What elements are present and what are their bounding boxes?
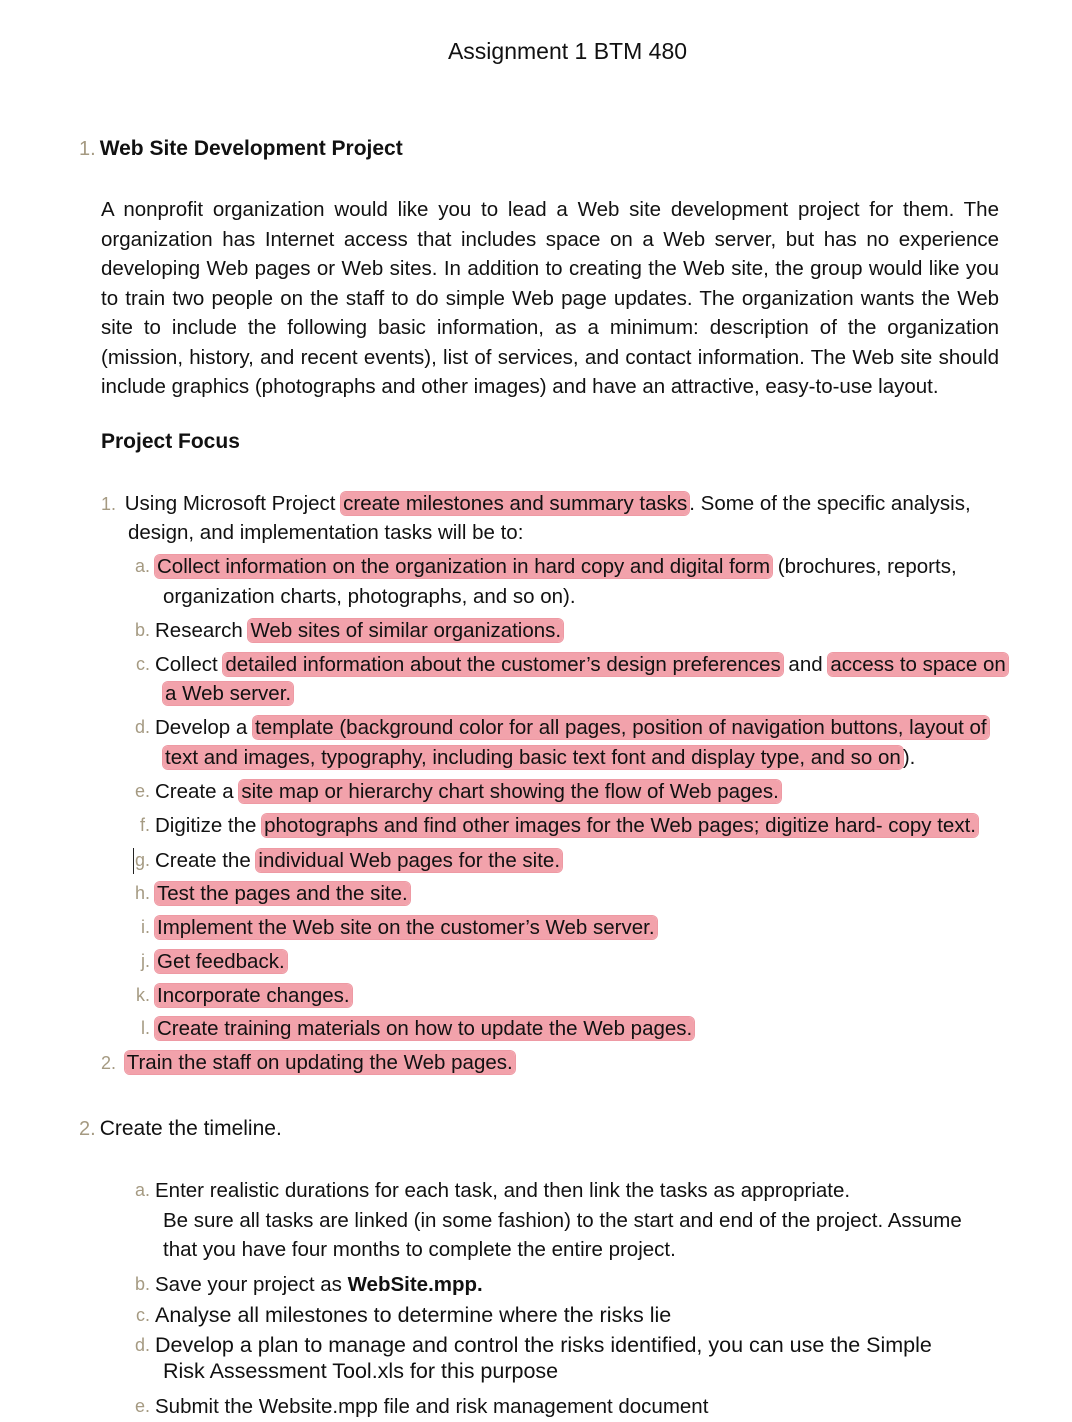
subitem-text: Create a: [155, 780, 240, 803]
list-marker: b.: [134, 620, 150, 640]
highlight: Get feedback.: [157, 950, 285, 973]
timeline-item-a-line3: that you have four months to complete the entire project.: [163, 1238, 676, 1261]
subitem-text: Digitize the: [155, 814, 263, 837]
focus-item-1-line2: design, and implementation tasks will be to:: [128, 521, 524, 544]
list-marker: a.: [134, 556, 150, 576]
filename-bold: WebSite.mpp.: [347, 1273, 483, 1296]
timeline-item-d-line2: Risk Assessment Tool.xls for this purpose: [163, 1359, 559, 1383]
timeline-text: Analyse all milestones to determine where the risks lie: [155, 1303, 672, 1327]
timeline-text: Develop a plan to manage and control the risks identified, you can use the Simple: [155, 1333, 932, 1357]
list-marker: d.: [134, 717, 150, 737]
subitem-text: Collect: [155, 653, 224, 676]
section-1-heading: [79, 137, 403, 161]
highlight: Collect information on the organization in hard copy and digital form: [157, 555, 771, 578]
list-marker: e.: [134, 781, 150, 801]
timeline-text: Save your project as: [155, 1273, 348, 1296]
focus-item-2-number: 2.: [101, 1053, 117, 1073]
highlight: template (background color for all pages, position of navigation buttons, layout of: [255, 716, 987, 739]
list-marker: b.: [134, 1274, 150, 1294]
focus-item-1-text: Using Microsoft Project: [124, 492, 342, 515]
section-2-heading: [79, 1117, 282, 1141]
list-marker: j.: [141, 951, 150, 971]
document-title: Assignment 1 BTM 480: [447, 38, 688, 64]
subitem-c-line2: [163, 679, 293, 709]
section-2-number: 2.: [79, 1118, 96, 1140]
list-marker: g.: [134, 850, 150, 870]
list-marker: a.: [134, 1180, 150, 1200]
subitem-text: Create the: [155, 849, 257, 872]
timeline-text: Submit the Website.mpp file and risk management document: [155, 1395, 709, 1418]
focus-item-1-text-end: . Some of the specific analysis,: [689, 492, 971, 515]
highlight: create milestones and summary tasks: [343, 492, 688, 515]
highlight: Train the staff on updating the Web pages.: [126, 1051, 513, 1074]
timeline-item-a-line2: Be sure all tasks are linked (in some fashion) to the start and end of the project. Assume: [163, 1209, 962, 1232]
list-marker: l.: [141, 1018, 150, 1038]
intro-paragraph: A nonprofit organization would like you to lead a Web site development project for them. The organization has Internet access that includes space on a Web server, but has no experience developing Web pages or Web sites. In addition to creating the Web site, the group would like you to train two people on the staff to do simple Web page updates. The organization wants the Web site to include the following basic information, as a minimum: description of the organization (mission, history, and recent events), list of services, and contact information. The Web site should include graphics (photographs and other images) and have an attractive, easy-to-use layout.: [101, 198, 999, 398]
highlight: Implement the Web site on the customer’s Web server.: [157, 916, 655, 939]
section-1-title: Web Site Development Project: [99, 137, 403, 160]
focus-item-1: [101, 489, 971, 520]
list-marker: c.: [135, 654, 150, 674]
highlight: a Web server.: [165, 682, 292, 705]
highlight: Incorporate changes.: [157, 984, 350, 1007]
section-1-number: 1.: [79, 138, 96, 160]
highlight: Web sites of similar organizations.: [250, 619, 562, 642]
subitem-text: Develop a: [155, 716, 254, 739]
focus-item-2: [101, 1048, 515, 1079]
list-marker: i.: [141, 917, 150, 937]
list-marker: k.: [135, 985, 150, 1005]
subitem-text: Research: [155, 619, 249, 642]
subitem-text: (brochures, reports,: [772, 555, 957, 578]
subitem-d-line2: [163, 743, 915, 773]
list-marker: f.: [139, 815, 150, 835]
subitem-a-line2: organization charts, photographs, and so on).: [163, 585, 576, 608]
highlight: individual Web pages for the site.: [258, 849, 561, 872]
highlight: Create training materials on how to update the Web pages.: [157, 1017, 693, 1040]
highlight: detailed information about the customer’s design preferences: [225, 653, 781, 676]
focus-item-1-number: 1.: [101, 494, 117, 514]
highlight: access to space on: [830, 653, 1006, 676]
list-marker: h.: [134, 883, 150, 903]
highlight: site map or hierarchy chart showing the flow of Web pages.: [241, 780, 779, 803]
highlight: text and images, typography, including basic text font and display type, and so on: [165, 746, 901, 769]
list-marker: e.: [134, 1396, 150, 1416]
subitem-text: and: [782, 653, 829, 676]
section-2-title: Create the timeline.: [99, 1117, 282, 1140]
list-marker: c.: [135, 1305, 150, 1325]
timeline-text: Enter realistic durations for each task, and then link the tasks as appropriate.: [155, 1179, 851, 1202]
project-focus-heading: Project Focus: [101, 430, 240, 453]
subitem-text: ).: [902, 746, 916, 769]
highlight: Test the pages and the site.: [157, 882, 408, 905]
list-marker: d.: [134, 1335, 150, 1355]
highlight: photographs and find other images for the Web pages; digitize hard- copy text.: [264, 814, 976, 837]
